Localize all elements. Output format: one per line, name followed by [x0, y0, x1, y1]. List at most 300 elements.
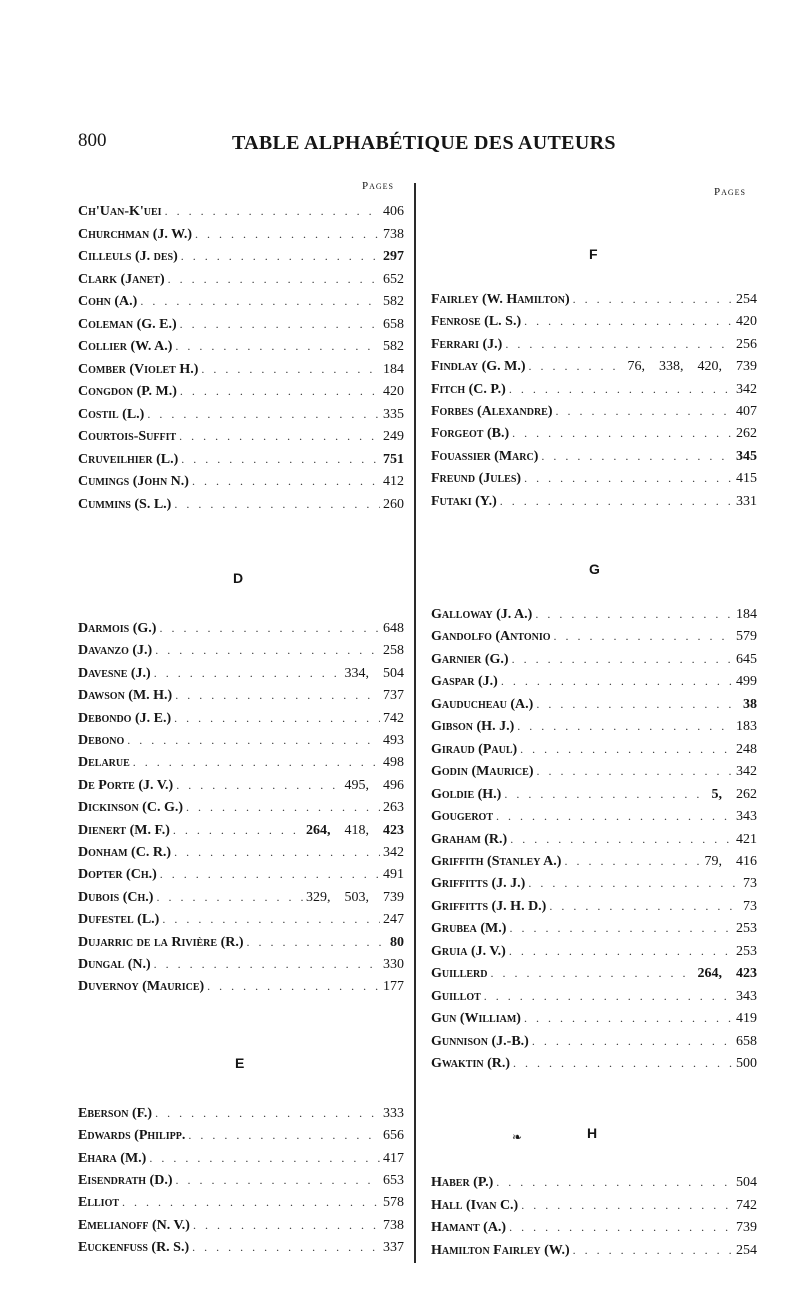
page-ref: 738: [383, 1217, 404, 1233]
page-ref: 38: [743, 696, 757, 712]
index-entry: [431, 1056, 757, 1072]
author-name: Dufestel (L.): [78, 912, 160, 928]
page-references: [743, 876, 757, 892]
leader-dots: [195, 227, 380, 242]
leader-dots: [175, 688, 380, 703]
index-entry: [431, 787, 757, 803]
author-name: Edwards (Philipp.: [78, 1128, 186, 1144]
index-entry: [78, 429, 404, 445]
author-name: Fitch (C. P.): [431, 381, 506, 397]
author-name: Garnier (G.): [431, 651, 509, 667]
page-references: [736, 1034, 757, 1050]
index-entry: [78, 317, 404, 333]
index-entry: [431, 742, 757, 758]
index-entry: [431, 292, 757, 308]
author-name: Eberson (F.): [78, 1106, 153, 1121]
index-entry: [431, 426, 757, 442]
index-entry: [78, 912, 404, 928]
index-entry: [78, 778, 404, 794]
leader-dots: [512, 426, 733, 441]
author-name: Godin (Maurice): [431, 764, 534, 780]
leader-dots: [484, 989, 733, 1004]
leader-dots: [509, 944, 733, 959]
author-name: Fouassier (Marc): [431, 448, 539, 464]
page-ref: 648: [383, 621, 404, 636]
index-entry: [431, 494, 757, 510]
index-entry: [431, 697, 757, 713]
index-entry: [431, 471, 757, 487]
page-references: [743, 899, 757, 915]
leader-dots: [201, 362, 380, 377]
leader-dots: [541, 449, 733, 464]
author-name: Coleman (G. E.): [78, 316, 177, 332]
leader-dots: [156, 890, 303, 905]
index-entry: [78, 957, 404, 973]
page-references: [383, 407, 404, 423]
leader-dots: [179, 429, 380, 444]
author-name: De Porte (J. V.): [78, 777, 174, 793]
author-name: Cruveilhier (L.): [78, 451, 179, 467]
page-ref: 263: [383, 800, 404, 816]
index-entry: [78, 800, 404, 816]
page-references: [736, 944, 757, 960]
author-name: Guillot: [431, 988, 481, 1004]
page-ref: 579: [736, 629, 757, 645]
page-references: [383, 643, 404, 659]
index-entry: [431, 652, 757, 668]
page-ref: 247: [383, 912, 404, 928]
leader-dots: [513, 1056, 733, 1071]
page-ref: 652: [383, 271, 404, 287]
page-ref: 262: [736, 426, 757, 442]
index-entry: [431, 809, 757, 825]
index-entry: [78, 384, 404, 400]
index-entry: [78, 272, 404, 288]
page-references: [628, 359, 758, 375]
page-ref: 645: [736, 651, 757, 667]
leader-dots: [554, 629, 733, 644]
page-references: [383, 227, 404, 243]
page-references: [383, 452, 404, 468]
page-references: [383, 497, 404, 513]
index-entry: [78, 666, 404, 682]
index-entry: [78, 867, 404, 883]
index-entry: [78, 1128, 404, 1144]
index-entry: [431, 607, 757, 623]
page-references: [736, 832, 757, 848]
index-entry: [78, 688, 404, 704]
page-references: [383, 384, 404, 400]
page-ref: 183: [736, 719, 757, 735]
page-references: [736, 337, 757, 353]
page-ref: 738: [383, 226, 404, 242]
page-references: [383, 845, 404, 861]
page-references: [736, 382, 757, 398]
page-ref: 256: [736, 336, 757, 352]
page-references: [345, 778, 405, 794]
page-ref: 420: [383, 384, 404, 399]
index-entry: [78, 1218, 404, 1234]
page-references: [383, 317, 404, 333]
page-references: [383, 1128, 404, 1144]
leader-dots: [174, 711, 380, 726]
leader-dots: [520, 742, 733, 757]
index-entry: [431, 314, 757, 330]
index-entry: [78, 452, 404, 468]
page-ref: 739: [736, 1220, 757, 1235]
page-ref: 297: [383, 249, 404, 264]
leader-dots: [140, 294, 380, 309]
left-pages-heading: Pages: [362, 180, 395, 192]
author-name: Griffitts (J. H. D.): [431, 898, 547, 914]
author-name: Cilleuls (J. des): [78, 249, 178, 264]
author-name: Donham (C. R.): [78, 845, 172, 860]
page-references: [736, 1198, 757, 1214]
page-ref: 248: [736, 741, 757, 757]
page-references: [383, 362, 404, 378]
page-ref: 737: [383, 688, 404, 704]
leader-dots: [186, 800, 380, 815]
index-entry: [78, 497, 404, 513]
page-references: [383, 867, 404, 883]
page-references: [345, 666, 405, 682]
index-entry: [431, 989, 757, 1005]
page-ref: 406: [383, 204, 404, 219]
leader-dots: [180, 384, 380, 399]
index-entry: [431, 899, 757, 915]
author-name: Dickinson (C. G.): [78, 800, 184, 816]
leader-dots: [181, 452, 380, 467]
page-references: [306, 823, 404, 839]
index-entry: [431, 382, 757, 398]
page-ref: 418,: [344, 822, 369, 838]
section-letter-d: D: [233, 570, 244, 586]
page-references: [712, 787, 758, 803]
page-references: [705, 854, 758, 870]
leader-dots: [192, 474, 380, 489]
leader-dots: [549, 899, 740, 914]
leader-dots: [188, 1128, 380, 1143]
page-ref: 338,: [659, 359, 684, 375]
leader-dots: [173, 823, 303, 838]
page-ref: 73: [743, 876, 757, 892]
author-name: Grubea (M.): [431, 921, 507, 937]
page-ref: 415: [736, 471, 757, 487]
page-references: [736, 1220, 757, 1236]
index-entry: [431, 404, 757, 420]
author-name: Gwaktin (R.): [431, 1056, 510, 1071]
leader-dots: [509, 382, 733, 397]
page-ref: 420,: [697, 359, 722, 375]
leader-dots: [524, 471, 733, 486]
index-entry: [78, 621, 404, 637]
index-entry: [78, 294, 404, 310]
page-ref: 751: [383, 451, 404, 467]
page-references: [736, 674, 757, 690]
page-references: [736, 742, 757, 758]
index-entry: [78, 1195, 404, 1211]
column-divider: [414, 183, 416, 1263]
page-references: [383, 272, 404, 288]
page-ref: 342: [736, 381, 757, 397]
leader-dots: [127, 733, 380, 748]
leader-dots: [573, 292, 733, 307]
page-references: [390, 935, 404, 951]
index-entry: [431, 832, 757, 848]
leader-dots: [573, 1243, 733, 1258]
page-references: [383, 1195, 404, 1211]
author-name: Davesne (J.): [78, 665, 151, 681]
author-name: Dujarric de la Rivière (R.): [78, 934, 244, 950]
page-ref: 491: [383, 867, 404, 883]
leader-dots: [517, 719, 733, 734]
page-references: [383, 755, 404, 771]
page-ref: 500: [736, 1056, 757, 1071]
author-name: Gauducheau (A.): [431, 696, 534, 712]
page-ref: 658: [736, 1033, 757, 1049]
page-ref: 177: [383, 979, 404, 995]
leader-dots: [505, 337, 733, 352]
author-name: Gunnison (J.-B.): [431, 1033, 529, 1049]
index-entry: [431, 1243, 757, 1259]
index-entry: [78, 227, 404, 243]
author-name: Davanzo (J.): [78, 643, 153, 659]
page-references: [383, 1173, 404, 1189]
leader-dots: [207, 979, 380, 994]
author-name: Clark (Janet): [78, 271, 165, 287]
index-entry: [431, 674, 757, 690]
author-name: Giraud (Paul): [431, 741, 518, 757]
section-letter-h: H: [587, 1125, 598, 1141]
leader-dots: [496, 1175, 733, 1190]
page-references: [736, 607, 757, 623]
page-references: [736, 426, 757, 442]
leader-dots: [159, 621, 380, 636]
page-references: [736, 314, 757, 330]
author-name: Freund (Jules): [431, 471, 522, 487]
leader-dots: [176, 1173, 381, 1188]
page-title: TABLE ALPHABÉTIQUE DES AUTEURS: [232, 132, 616, 154]
section-letter-g: G: [589, 561, 600, 577]
author-name: Debono: [78, 733, 125, 748]
index-entry: [431, 944, 757, 960]
page-references: [383, 711, 404, 727]
page-references: [306, 890, 404, 906]
author-name: Fenrose (L. S.): [431, 314, 522, 330]
page-ref: 334,: [344, 665, 369, 681]
page-ref: 739: [383, 889, 404, 905]
page-references: [383, 249, 404, 265]
author-name: Dubois (Ch.): [78, 889, 154, 905]
page-ref: 342: [736, 764, 757, 780]
page-references: [736, 1011, 757, 1027]
index-entry: [431, 1220, 757, 1236]
page-ref: 342: [383, 845, 404, 860]
index-entry: [431, 359, 757, 375]
page-ref: 742: [736, 1197, 757, 1213]
page-ref: 76,: [627, 359, 645, 375]
page-references: [736, 719, 757, 735]
index-entry: [431, 1175, 757, 1191]
index-entry: [78, 823, 404, 839]
leader-dots: [509, 921, 733, 936]
page-references: [383, 294, 404, 310]
leader-dots: [556, 404, 733, 419]
author-name: Ch'Uan-K'uei: [78, 204, 162, 219]
author-name: Griffith (Stanley A.): [431, 853, 562, 869]
author-name: Debondo (J. E.): [78, 710, 172, 726]
leader-dots: [181, 249, 380, 264]
leader-dots: [564, 854, 701, 869]
index-entry: [78, 733, 404, 749]
author-name: Gaspar (J.): [431, 674, 498, 690]
author-name: Courtois-Suffit: [78, 429, 177, 444]
author-name: Gruia (J. V.): [431, 943, 506, 959]
page-references: [383, 733, 404, 749]
leader-dots: [165, 204, 380, 219]
author-name: Gandolfo (Antonio: [431, 629, 551, 645]
author-name: Dienert (M. F.): [78, 822, 170, 838]
author-name: Goldie (H.): [431, 786, 502, 802]
page-ref: 578: [383, 1195, 404, 1211]
leader-dots: [537, 764, 734, 779]
leader-dots: [501, 674, 733, 689]
author-name: Costil (L.): [78, 406, 145, 422]
page-ref: 254: [736, 292, 757, 307]
page-references: [383, 339, 404, 355]
page-number: 800: [78, 130, 107, 151]
page-ref: 407: [736, 404, 757, 419]
author-name: Forbes (Alexandre): [431, 404, 553, 419]
page-references: [698, 966, 758, 982]
author-name: Darmois (G.): [78, 621, 157, 636]
page-ref: 253: [736, 921, 757, 937]
page-ref: 423: [736, 966, 757, 982]
author-name: Fairley (W. Hamilton): [431, 292, 570, 307]
page-ref: 73: [743, 898, 757, 914]
author-name: Griffitts (J. J.): [431, 876, 526, 892]
leader-dots: [155, 643, 380, 658]
leader-dots: [532, 1034, 733, 1049]
author-name: Delarue: [78, 755, 130, 771]
right-pages-heading: Pages: [714, 186, 747, 198]
index-entry: [78, 643, 404, 659]
leader-dots: [510, 832, 733, 847]
page-references: [736, 449, 757, 465]
page-references: [383, 1240, 404, 1256]
page-ref: 503,: [344, 889, 369, 905]
page-references: [383, 429, 404, 445]
index-entry: [431, 1034, 757, 1050]
page-ref: 254: [736, 1242, 757, 1258]
index-entry: [431, 854, 757, 870]
page-references: [736, 921, 757, 937]
page-ref: 420: [736, 314, 757, 330]
author-name: Cummins (S. L.): [78, 496, 172, 512]
index-entry: [78, 1106, 404, 1122]
page-ref: 656: [383, 1128, 404, 1144]
index-entry: [78, 1173, 404, 1189]
leader-dots: [521, 1198, 733, 1213]
author-name: Duvernoy (Maurice): [78, 979, 205, 995]
index-entry: [78, 845, 404, 861]
page-references: [736, 652, 757, 668]
page-ref: 337: [383, 1239, 404, 1255]
author-name: Hamant (A.): [431, 1220, 507, 1235]
page-ref: 658: [383, 316, 404, 332]
author-name: Emelianoff (N. V.): [78, 1217, 190, 1233]
page-references: [736, 629, 757, 645]
page-references: [736, 1243, 757, 1259]
page-references: [736, 292, 757, 308]
page-ref: 330: [383, 957, 404, 972]
leader-dots: [122, 1195, 380, 1210]
page-references: [736, 404, 757, 420]
page-ref: 184: [383, 361, 404, 377]
author-name: Guillerd: [431, 966, 488, 982]
page-ref: 739: [736, 359, 757, 375]
page-ref: 742: [383, 710, 404, 726]
page-references: [383, 474, 404, 490]
leader-dots: [529, 359, 625, 374]
index-entry: [431, 876, 757, 892]
author-name: Comber (Violet H.): [78, 361, 199, 377]
leader-dots: [133, 755, 380, 770]
leader-dots: [504, 787, 708, 802]
author-name: Findlay (G. M.): [431, 359, 526, 375]
page-ref: 329,: [306, 889, 331, 905]
index-entry: [78, 1151, 404, 1167]
page-references: [383, 621, 404, 637]
index-entry: [78, 474, 404, 490]
author-name: Elliot: [78, 1195, 120, 1211]
page-references: [736, 494, 757, 510]
author-name: Gun (William): [431, 1011, 521, 1027]
index-entry: [431, 629, 757, 645]
leader-dots: [149, 1151, 380, 1166]
index-entry: [431, 1198, 757, 1214]
index-entry: [78, 1240, 404, 1256]
section-letter-f: F: [589, 246, 598, 262]
page-ref: 653: [383, 1172, 404, 1188]
page-ref: 79,: [704, 853, 722, 869]
page-references: [383, 979, 404, 995]
page-ref: 496: [383, 777, 404, 793]
leader-dots: [536, 697, 740, 712]
index-entry: [431, 719, 757, 735]
page-ref: 495,: [344, 777, 369, 793]
author-name: Dawson (M. H.): [78, 688, 173, 704]
index-entry: [431, 966, 757, 982]
index-entry: [78, 979, 404, 995]
page-ref: 80: [390, 934, 404, 950]
leader-dots: [174, 497, 380, 512]
page-ref: 253: [736, 943, 757, 959]
leader-dots: [193, 1218, 380, 1233]
leader-dots: [524, 1011, 733, 1026]
author-name: Collier (W. A.): [78, 339, 173, 354]
author-name: Gougerot: [431, 809, 494, 825]
author-name: Galloway (J. A.): [431, 607, 533, 622]
page-references: [383, 204, 404, 220]
page-references: [383, 1218, 404, 1234]
leader-dots: [174, 845, 380, 860]
leader-dots: [147, 407, 380, 422]
author-name: Hamilton Fairley (W.): [431, 1242, 570, 1258]
index-entry: [431, 337, 757, 353]
index-entry: [78, 890, 404, 906]
leader-dots: [528, 876, 740, 891]
